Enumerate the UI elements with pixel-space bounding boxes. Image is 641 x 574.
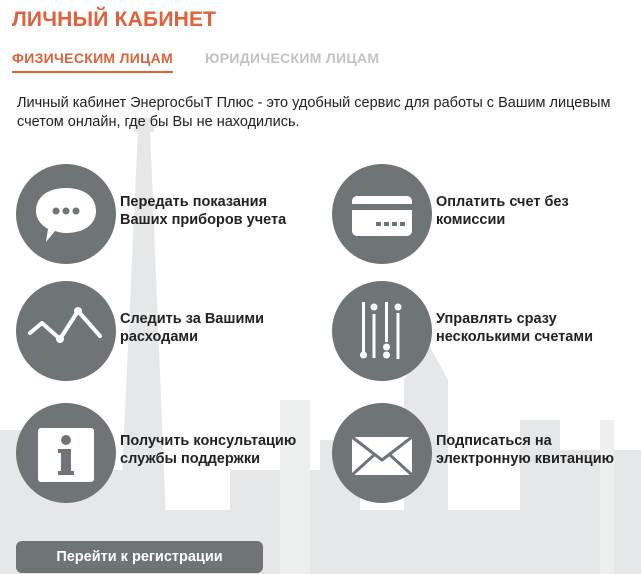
feature-label: Подписаться на электронную квитанцию — [436, 433, 615, 467]
trend-line-icon — [16, 281, 116, 381]
feature-pay-bill[interactable] — [332, 164, 632, 264]
feature-subscribe-e-receipt[interactable] — [332, 403, 632, 503]
feature-manage-accounts[interactable] — [332, 281, 632, 381]
feature-label: Передать показания Ваших приборов учета — [120, 194, 287, 228]
tab-individuals[interactable]: ФИЗИЧЕСКИМ ЛИЦАМ — [12, 50, 173, 66]
feature-label: Управлять сразу несколькими счетами — [436, 311, 594, 345]
envelope-icon — [332, 403, 432, 503]
feature-track-expenses[interactable] — [16, 281, 316, 381]
feature-submit-readings[interactable] — [16, 164, 316, 264]
intro-text: Личный кабинет ЭнергосбыТ Плюс - это удобный сервис для работы с Вашим лицевым счетом онлайн, где бы Вы не находились. — [17, 95, 611, 130]
feature-get-support[interactable] — [16, 403, 316, 503]
register-button[interactable]: Перейти к регистрации — [16, 541, 263, 573]
feature-label: Получить консультацию службы поддержки — [120, 433, 297, 467]
feature-label: Следить за Вашими расходами — [120, 311, 265, 345]
info-icon — [16, 403, 116, 503]
feature-label: Оплатить счет без комиссии — [436, 194, 569, 228]
tab-legal-entities[interactable]: ЮРИДИЧЕСКИМ ЛИЦАМ — [205, 50, 380, 66]
page-title: ЛИЧНЫЙ КАБИНЕТ — [12, 8, 217, 31]
credit-card-icon — [332, 164, 432, 264]
chat-bubble-icon — [16, 164, 116, 264]
sliders-icon — [332, 281, 432, 381]
